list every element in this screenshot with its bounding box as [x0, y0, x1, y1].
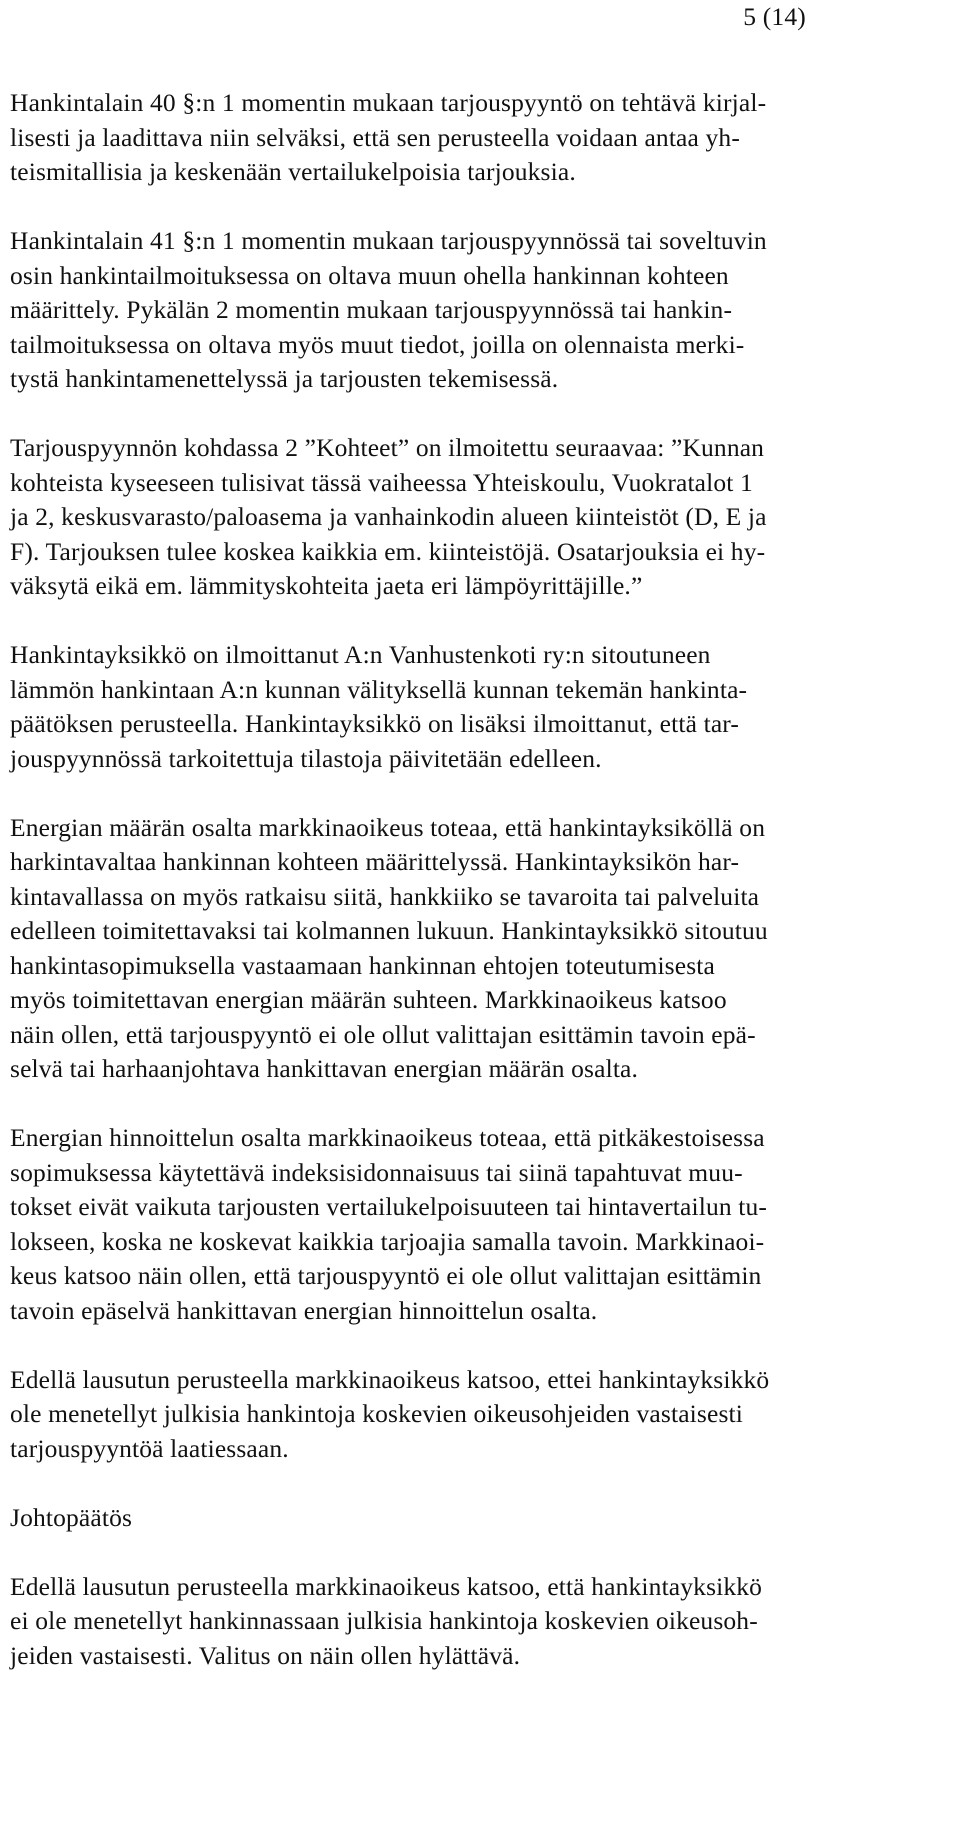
text-line: näin ollen, että tarjouspyyntö ei ole ollut valittajan esittämin tavoin epä- — [10, 1019, 756, 1049]
text-line: Tarjouspyynnön kohdassa 2 ”Kohteet” on ilmoitettu seuraavaa: ”Kunnan — [10, 433, 765, 462]
text-line: ja 2, keskusvarasto/paloasema ja vanhainkodin alueen kiinteistöt (D, E ja — [10, 502, 767, 531]
text-line: Hankintalain 40 §:n 1 momentin mukaan tarjouspyyntö on tehtävä kirjal- — [10, 88, 767, 117]
text-line: edelleen toimitettavaksi tai kolmannen lukuun. Hankintayksikkö sitoutuu — [10, 916, 768, 945]
text-line: päätöksen perusteella. Hankintayksikkö on lisäksi ilmoittanut, että tar- — [10, 709, 740, 738]
text-line: Edellä lausutun perusteella markkinaoikeus katsoo, että hankintayksikkö — [10, 1571, 763, 1601]
paragraph — [10, 224, 960, 397]
text-line: lämmön hankintaan A:n kunnan välityksellä kunnan tekemän hankinta- — [10, 674, 748, 704]
paragraph — [10, 431, 960, 604]
text-line: lokseen, koska ne koskevat kaikkia tarjoajia samalla tavoin. Markkinaoi- — [10, 1226, 765, 1256]
text-line: selvä tai harhaanjohtava hankittavan energian määrän osalta. — [10, 1054, 639, 1083]
text-line: tarjouspyyntöä laatiessaan. — [10, 1433, 289, 1463]
text-line: kintavallassa on myös ratkaisu siitä, hankkiiko se tavaroita tai palveluita — [10, 881, 760, 911]
text-line: myös toimitettavan energian määrän suhteen. Markkinaoikeus katsoo — [10, 985, 727, 1014]
text-line: osin hankintailmoituksessa on oltava muun ohella hankinnan kohteen — [10, 260, 729, 290]
text-line: teismitallisia ja keskenään vertailukelpoisia tarjouksia. — [10, 157, 576, 186]
text-line: lisesti ja laadittava niin selväksi, että sen perusteella voidaan antaa yh- — [10, 122, 740, 152]
text-line: tokset eivät vaikuta tarjousten vertailukelpoisuuteen tai hintavertailun tu- — [10, 1192, 768, 1221]
text-line: sopimuksessa käytettävä indeksisidonnaisuus tai siinä tapahtuvat muu- — [10, 1157, 743, 1187]
text-line: Energian määrän osalta markkinaoikeus toteaa, että hankintayksiköllä on — [10, 812, 766, 842]
text-line: ei ole menetellyt hankinnassaan julkisia hankintoja koskevien oikeusoh- — [10, 1606, 758, 1635]
paragraph — [10, 638, 960, 776]
text-line: hankintasopimuksella vastaamaan hankinnan ehtojen toteutumisesta — [10, 950, 715, 980]
paragraph — [10, 811, 960, 1087]
text-line: jouspyynnössä tarkoitettuja tilastoja päivitetään edelleen. — [10, 743, 602, 773]
text-line: tavoin epäselvä hankittavan energian hinnoittelun osalta. — [10, 1295, 598, 1325]
text-line: Hankintayksikkö on ilmoittanut A:n Vanhustenkoti ry:n sitoutuneen — [10, 640, 711, 669]
text-line: tystä hankintamenettelyssä ja tarjousten tekemisessä. — [10, 364, 559, 393]
text-line: Hankintalain 41 §:n 1 momentin mukaan tarjouspyynnössä tai soveltuvin — [10, 226, 767, 255]
text-line: harkintavaltaa hankinnan kohteen määrittelyssä. Hankintayksikön har- — [10, 847, 740, 876]
paragraph — [10, 1570, 960, 1674]
text-line: keus katsoo näin ollen, että tarjouspyyntö ei ole ollut valittajan esittämin — [10, 1261, 762, 1290]
text-line: tailmoituksessa on oltava myös muut tiedot, joilla on olennaista merki- — [10, 329, 745, 359]
text-line: F). Tarjouksen tulee koskea kaikkia em. kiinteistöjä. Osatarjouksia ei hy- — [10, 536, 766, 566]
section-heading — [10, 1501, 960, 1536]
text-line: ole menetellyt julkisia hankintoja koskevien oikeusohjeiden vastaisesti — [10, 1399, 743, 1428]
page-number: 5 (14) — [743, 2, 806, 31]
text-line: jeiden vastaisesti. Valitus on näin ollen hylättävä. — [10, 1640, 521, 1670]
paragraph — [10, 1121, 960, 1328]
text-line: Energian hinnoittelun osalta markkinaoikeus toteaa, että pitkäkestoisessa — [10, 1123, 765, 1152]
document-body — [10, 86, 960, 1708]
heading-text: Johtopäätös — [10, 1502, 133, 1532]
text-line: kohteista kyseeseen tulisivat tässä vaiheessa Yhteiskoulu, Vuokratalot 1 — [10, 467, 753, 497]
text-line: Edellä lausutun perusteella markkinaoikeus katsoo, ettei hankintayksikkö — [10, 1364, 770, 1394]
paragraph — [10, 1363, 960, 1467]
paragraph — [10, 86, 960, 190]
text-line: väksytä eikä em. lämmityskohteita jaeta eri lämpöyrittäjille.” — [10, 571, 643, 600]
text-line: määrittely. Pykälän 2 momentin mukaan tarjouspyynnössä tai hankin- — [10, 295, 733, 324]
